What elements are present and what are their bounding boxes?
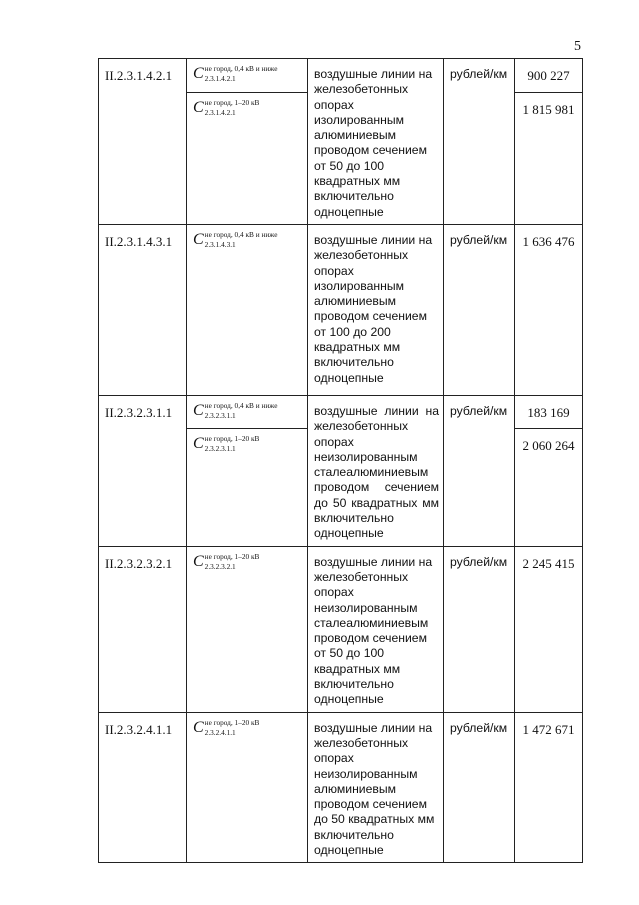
value-cell: 1 636 476 — [515, 224, 583, 395]
symbol-cell: C не город, 0,4 кВ и ниже 2.3.1.4.3.1 — [187, 224, 308, 395]
description-cell: воздушные линии на железобетонных опорах неизолированным сталеалюминиевым проводом сечением от 50 до 100 квадратных мм включительно одноцепные — [308, 546, 444, 712]
table-row — [99, 224, 583, 395]
description-cell: воздушные линии на железобетонных опорах неизолированным сталеалюминиевым проводом сечением до 50 квадратных мм включительно одноцепные — [308, 395, 444, 546]
symbol-cell: C не город, 1–20 кВ 2.3.1.4.2.1 — [187, 93, 308, 225]
unit-cell: рублей/км — [444, 712, 515, 863]
tariff-table — [98, 58, 583, 863]
value-cell: 2 060 264 — [515, 428, 583, 546]
symbol-cell: C не город, 1–20 кВ 2.3.2.3.1.1 — [187, 428, 308, 546]
description-cell: воздушные линии на железобетонных опорах неизолированным алюминиевым проводом сечением до 50 квадратных мм включительно одноцепные — [308, 712, 444, 863]
table-row — [99, 59, 583, 93]
unit-cell: рублей/км — [444, 59, 515, 225]
table-row — [99, 546, 583, 712]
value-cell: 2 245 415 — [515, 546, 583, 712]
page-number: 5 — [574, 39, 581, 54]
symbol-cell: C не город, 0,4 кВ и ниже 2.3.1.4.2.1 — [187, 59, 308, 93]
code-cell: II.2.3.1.4.2.1 — [99, 59, 187, 225]
code-cell: II.2.3.2.3.2.1 — [99, 546, 187, 712]
value-cell: 1 472 671 — [515, 712, 583, 863]
symbol-cell: C не город, 1–20 кВ 2.3.2.3.2.1 — [187, 546, 308, 712]
unit-cell: рублей/км — [444, 546, 515, 712]
value-cell: 183 169 — [515, 395, 583, 428]
unit-cell: рублей/км — [444, 395, 515, 546]
symbol-cell: C не город, 1–20 кВ 2.3.2.4.1.1 — [187, 712, 308, 863]
description-cell: воздушные линии на железобетонных опорах изолированным алюминиевым проводом сечением от 100 до 200 квадратных мм включительно одноцепные — [308, 224, 444, 395]
table-row — [99, 712, 583, 863]
unit-cell: рублей/км — [444, 224, 515, 395]
code-cell: II.2.3.2.4.1.1 — [99, 712, 187, 863]
description-cell: воздушные линии на железобетонных опорах изолированным алюминиевым проводом сечением от 50 до 100 квадратных мм включительно одноцепные — [308, 59, 444, 225]
table-row — [99, 395, 583, 428]
value-cell: 1 815 981 — [515, 93, 583, 225]
code-cell: II.2.3.2.3.1.1 — [99, 395, 187, 546]
code-cell: II.2.3.1.4.3.1 — [99, 224, 187, 395]
value-cell: 900 227 — [515, 59, 583, 93]
symbol-cell: C не город, 0,4 кВ и ниже 2.3.2.3.1.1 — [187, 395, 308, 428]
